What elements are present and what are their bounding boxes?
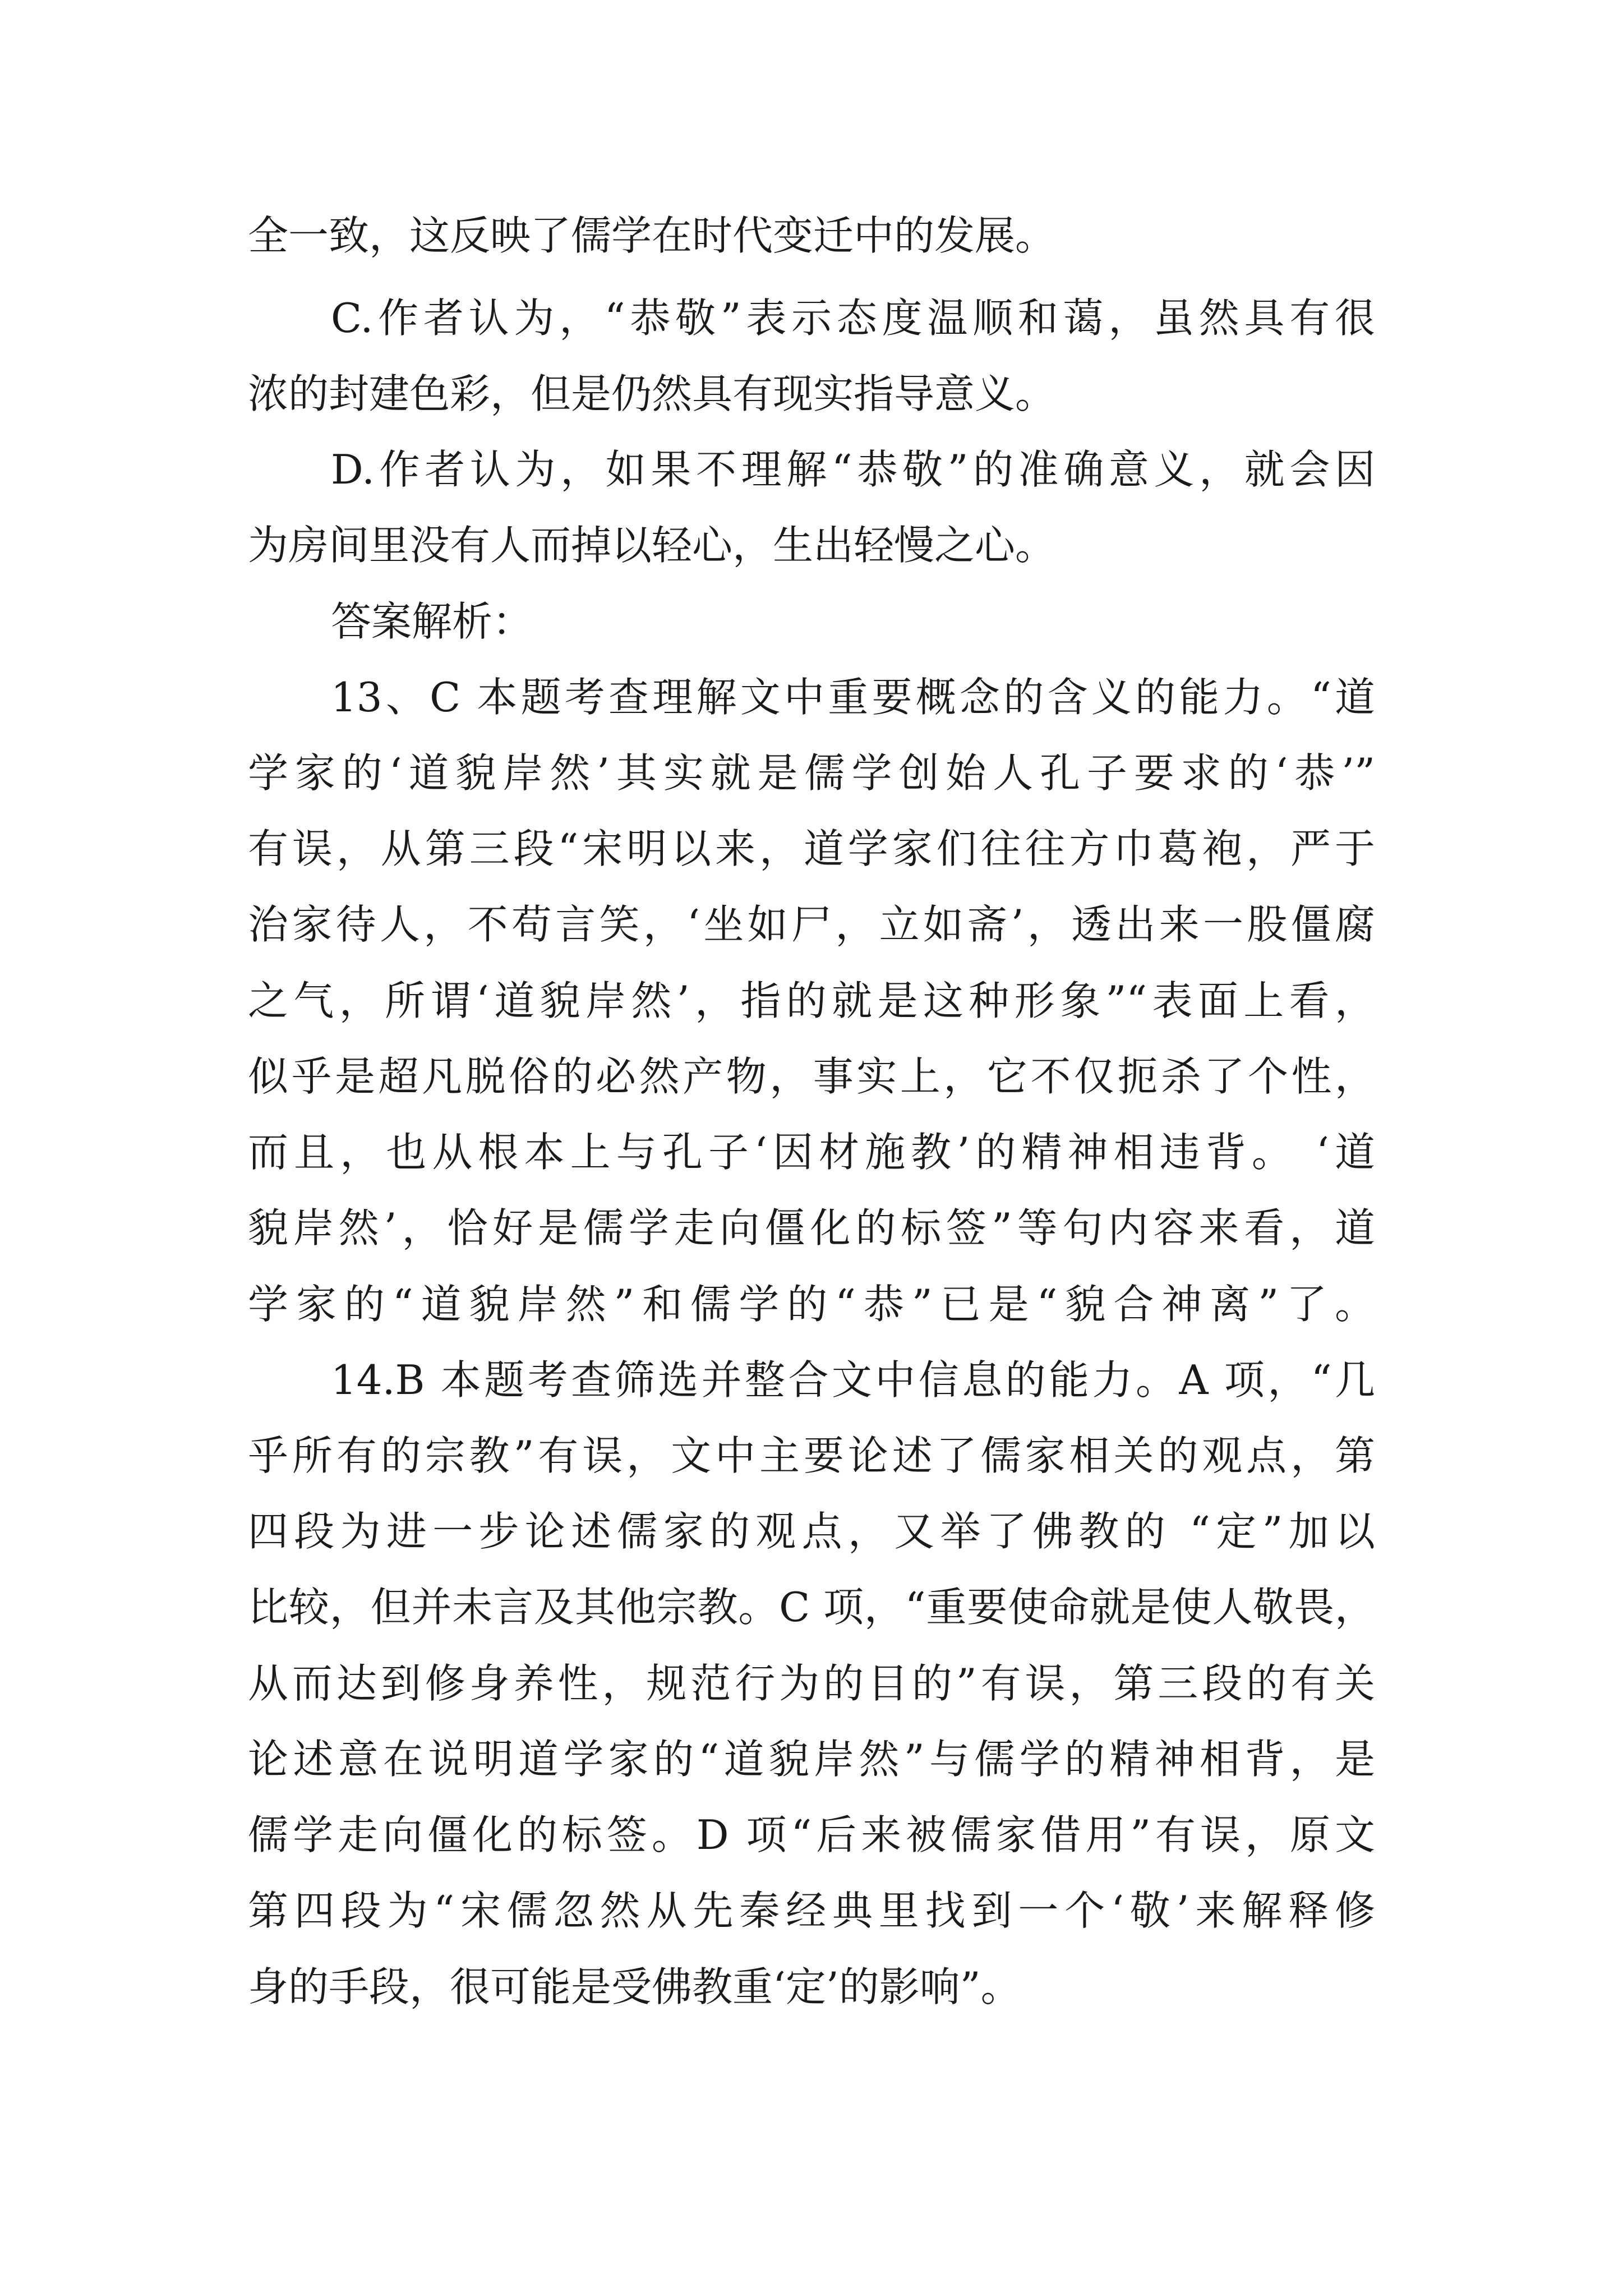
answer-13-line-7: 而且，也从根本上与孔子‘因材施教’的精神相违背。 ‘道 — [248, 1129, 1375, 1176]
option-c-line-1: C.作者认为，“恭敬”表示态度温顺和蔼，虽然具有很 — [331, 295, 1375, 342]
answer-14-line-1: 14.B 本题考查筛选并整合文中信息的能力。A 项，“几 — [331, 1356, 1375, 1404]
answer-14-line-4: 比较，但并未言及其他宗教。C 项，“重要使命就是使人敬畏， — [248, 1584, 1375, 1631]
answer-13-line-3: 有误，从第三段“宋明以来，道学家们往往方巾葛袍，严于 — [248, 825, 1375, 872]
answer-heading: 答案解析： — [331, 598, 533, 645]
answer-14-line-9: 身的手段，很可能是受佛教重‘定’的影响”。 — [248, 1963, 1021, 2010]
answer-14-line-3: 四段为进一步论述儒家的观点，又举了佛教的 “定”加以 — [248, 1508, 1375, 1555]
answer-13-line-8: 貌岸然’，恰好是儒学走向僵化的标签”等句内容来看，道 — [248, 1204, 1375, 1251]
answer-14-line-7: 儒学走向僵化的标签。D 项“后来被儒家借用”有误，原文 — [248, 1811, 1375, 1858]
option-c-line-2: 浓的封建色彩，但是仍然具有现实指导意义。 — [248, 370, 1056, 417]
option-d-line-2: 为房间里没有人而掉以轻心，生出轻慢之心。 — [248, 522, 1056, 569]
answer-13-line-2: 学家的‘道貌岸然’其实就是儒学创始人孔子要求的‘恭’” — [248, 749, 1375, 797]
answer-13-line-1: 13、C 本题考查理解文中重要概念的含义的能力。“道 — [331, 674, 1375, 721]
answer-13-line-6: 似乎是超凡脱俗的必然产物，事实上，它不仅扼杀了个性， — [248, 1053, 1375, 1100]
answer-14-line-8: 第四段为“宋儒忽然从先秦经典里找到一个‘敬’来解释修 — [248, 1887, 1375, 1934]
text-line-1: 全一致，这反映了儒学在时代变迁中的发展。 — [248, 212, 1056, 259]
answer-13-line-5: 之气，所谓‘道貌岸然’，指的就是这种形象”“表面上看， — [248, 977, 1375, 1024]
answer-14-line-2: 乎所有的宗教”有误，文中主要论述了儒家相关的观点，第 — [248, 1432, 1375, 1479]
answer-13-line-4: 治家待人，不苟言笑，‘坐如尸，立如斋’，透出来一股僵腐 — [248, 901, 1375, 948]
option-d-line-1: D.作者认为，如果不理解“恭敬”的准确意义，就会因 — [331, 446, 1375, 493]
answer-13-line-9: 学家的“道貌岸然”和儒学的“恭”已是“貌合神离”了。 — [248, 1281, 1375, 1328]
answer-14-line-5: 从而达到修身养性，规范行为的目的”有误，第三段的有关 — [248, 1660, 1375, 1707]
answer-14-line-6: 论述意在说明道学家的“道貌岸然”与儒学的精神相背，是 — [248, 1736, 1375, 1783]
